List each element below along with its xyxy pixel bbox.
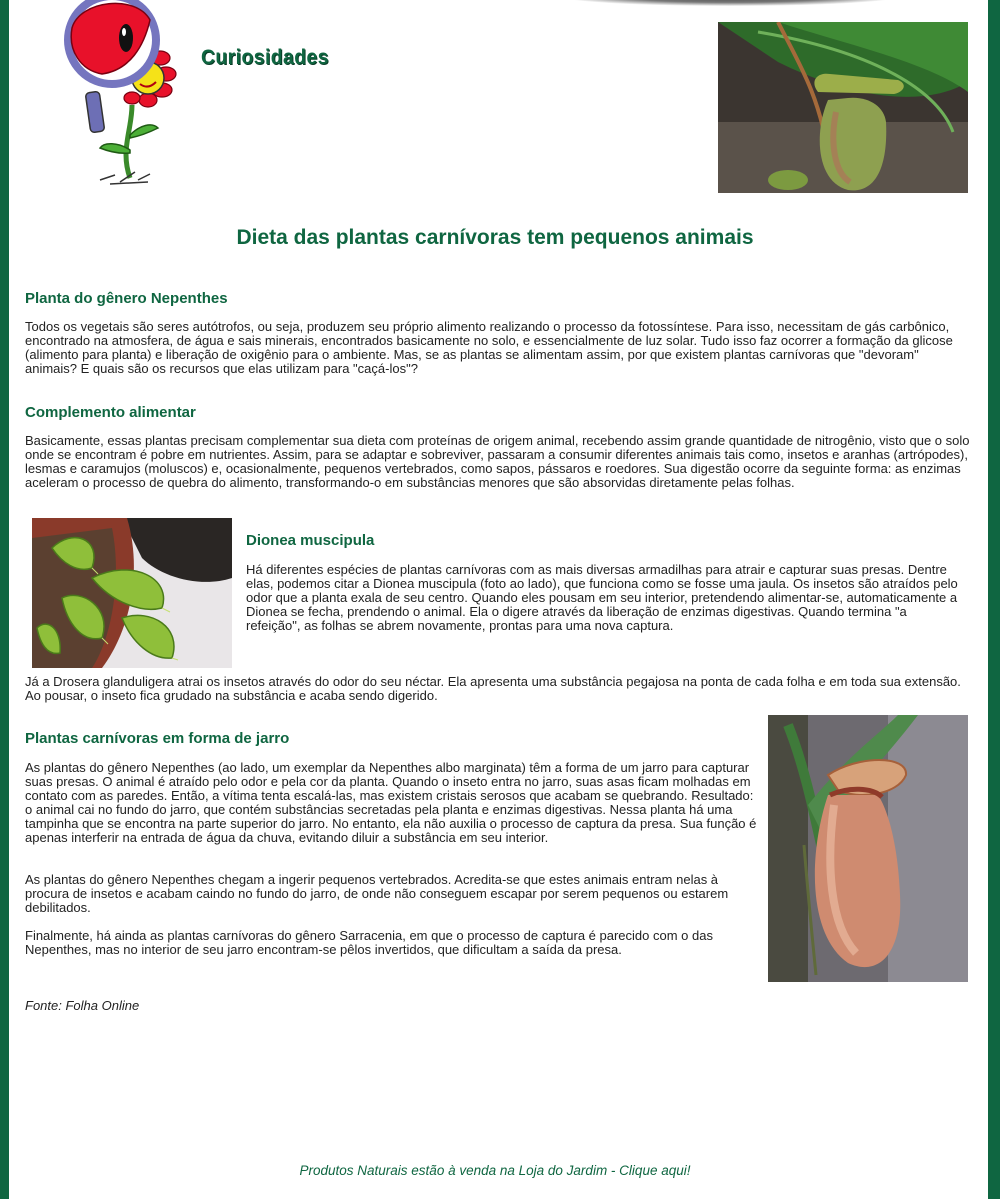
- section-heading-jarro: Plantas carnívoras em forma de jarro: [25, 730, 290, 747]
- top-decorative-swoosh: [560, 0, 900, 6]
- left-border-bar: [0, 0, 9, 1199]
- section-text-jarro-1: As plantas do gênero Nepenthes (ao lado, um exemplar da Nepenthes albo marginata) têm a forma de um jarro para capturar suas presas. O animal é atraído pelo odor e pela cor da planta. Quando o inseto entra no jarro, suas asas ficam molhadas em contato com as paredes. Então, a vítima tenta escalá-las, mas existem cristais serosos que acabam se quebrando. Resultado: o animal cai no fundo do jarro, que contém substâncias secretadas pela planta e enzimas digestivas. Nessa planta há uma tampinha que se encontra na parte superior do jarro. No entanto, ela não auxilia o processo de captura da presa. Sua função é apenas interferir na entrada de água da chuva, evitando diluir a substância em seu interior.: [25, 760, 757, 845]
- article-title: Dieta das plantas carnívoras tem pequenos animais: [236, 226, 754, 249]
- section-text-nepenthes: Todos os vegetais são seres autótrofos, ou seja, produzem seu próprio alimento realizando o processo da fotossíntese. Para isso, necessitam de gás carbônico, encontrado na atmosfera, de água e sais minerais, encontrados basicamente no solo, e essencialmente de luz solar. Tudo isso faz ocorrer a formação da glicose (alimento para planta) e liberação de oxigênio para o ambiente. Mas, se as plantas se alimentam assim, por que existem plantas carnívoras que "devoram" animais? E quais são os recursos que elas utilizam para "caçá-los"?: [25, 319, 953, 376]
- section-text-drosera: Já a Drosera glanduligera atrai os insetos através do odor do seu néctar. Ela apresenta uma substância pegajosa na ponta de cada folha e em toda sua extensão. Ao pousar, o inseto fica grudado na substância e acaba sendo digerido.: [25, 674, 961, 703]
- nepenthes-albo-marginata-photo: [768, 715, 968, 982]
- section-text-jarro-3: Finalmente, há ainda as plantas carnívoras do gênero Sarracenia, em que o processo de captura é parecido com o das Nepenthes, mas no interior de seu jarro encontram-se pêlos invertidos, que dificultam a saída da presa.: [25, 928, 713, 957]
- section-header-title: Curiosidades: [201, 46, 329, 69]
- section-text-dionea: Há diferentes espécies de plantas carnívoras com as mais diversas armadilhas para atrair e capturar suas presas. Dentre elas, podemos citar a Dionea muscipula (foto ao lado), que funciona como se fosse uma jaula. Os insetos são atraídos pelo odor que a planta exala de seu centro. Quando eles pousam em seu interior, pretendendo alimentar-se, automaticamente a Dionea se fecha, prendendo o animal. Ela o digere através da liberação de enzimas digestivas. Quando termina "a refeição", as folhas se abrem novamente, prontas para uma nova captura.: [246, 562, 958, 633]
- section-text-complemento: Basicamente, essas plantas precisam complementar sua dieta com proteínas de origem animal, recebendo assim grande quantidade de nitrogênio, visto que o solo onde se encontram é pobre em nutrientes. Assim, para se adaptar e sobreviver, passaram a consumir diferentes animais tais como, insetos e aranhas (artrópodes), lesmas e caramujos (moluscos) e, ocasionalmente, pequenos vertebrados, como sapos, pássaros e roedores. Sua digestão ocorre da seguinte forma: as enzimas aceleram o processo de quebra do alimento, transformando-o em substâncias menores que são absorvidas diretamente pelas folhas.: [25, 433, 970, 490]
- section-heading-dionea: Dionea muscipula: [246, 532, 375, 549]
- section-heading-nepenthes: Planta do gênero Nepenthes: [25, 290, 228, 307]
- footer-shop-link[interactable]: Produtos Naturais estão à venda na Loja do Jardim - Clique aqui!: [299, 1163, 691, 1178]
- nepenthes-photo: [718, 22, 968, 193]
- section-text-jarro-2: As plantas do gênero Nepenthes chegam a ingerir pequenos vertebrados. Acredita-se que estes animais entram nelas à procura de insetos e acabam caindo no fundo do jarro, de onde não conseguem escapar por serem pequenos ou estarem debilitados.: [25, 872, 729, 915]
- flower-magnifier-mascot-icon: [40, 0, 180, 190]
- dionea-photo: [32, 518, 232, 668]
- section-heading-complemento: Complemento alimentar: [25, 404, 196, 421]
- right-border-bar: [988, 0, 1000, 1199]
- article-source: Fonte: Folha Online: [25, 998, 140, 1013]
